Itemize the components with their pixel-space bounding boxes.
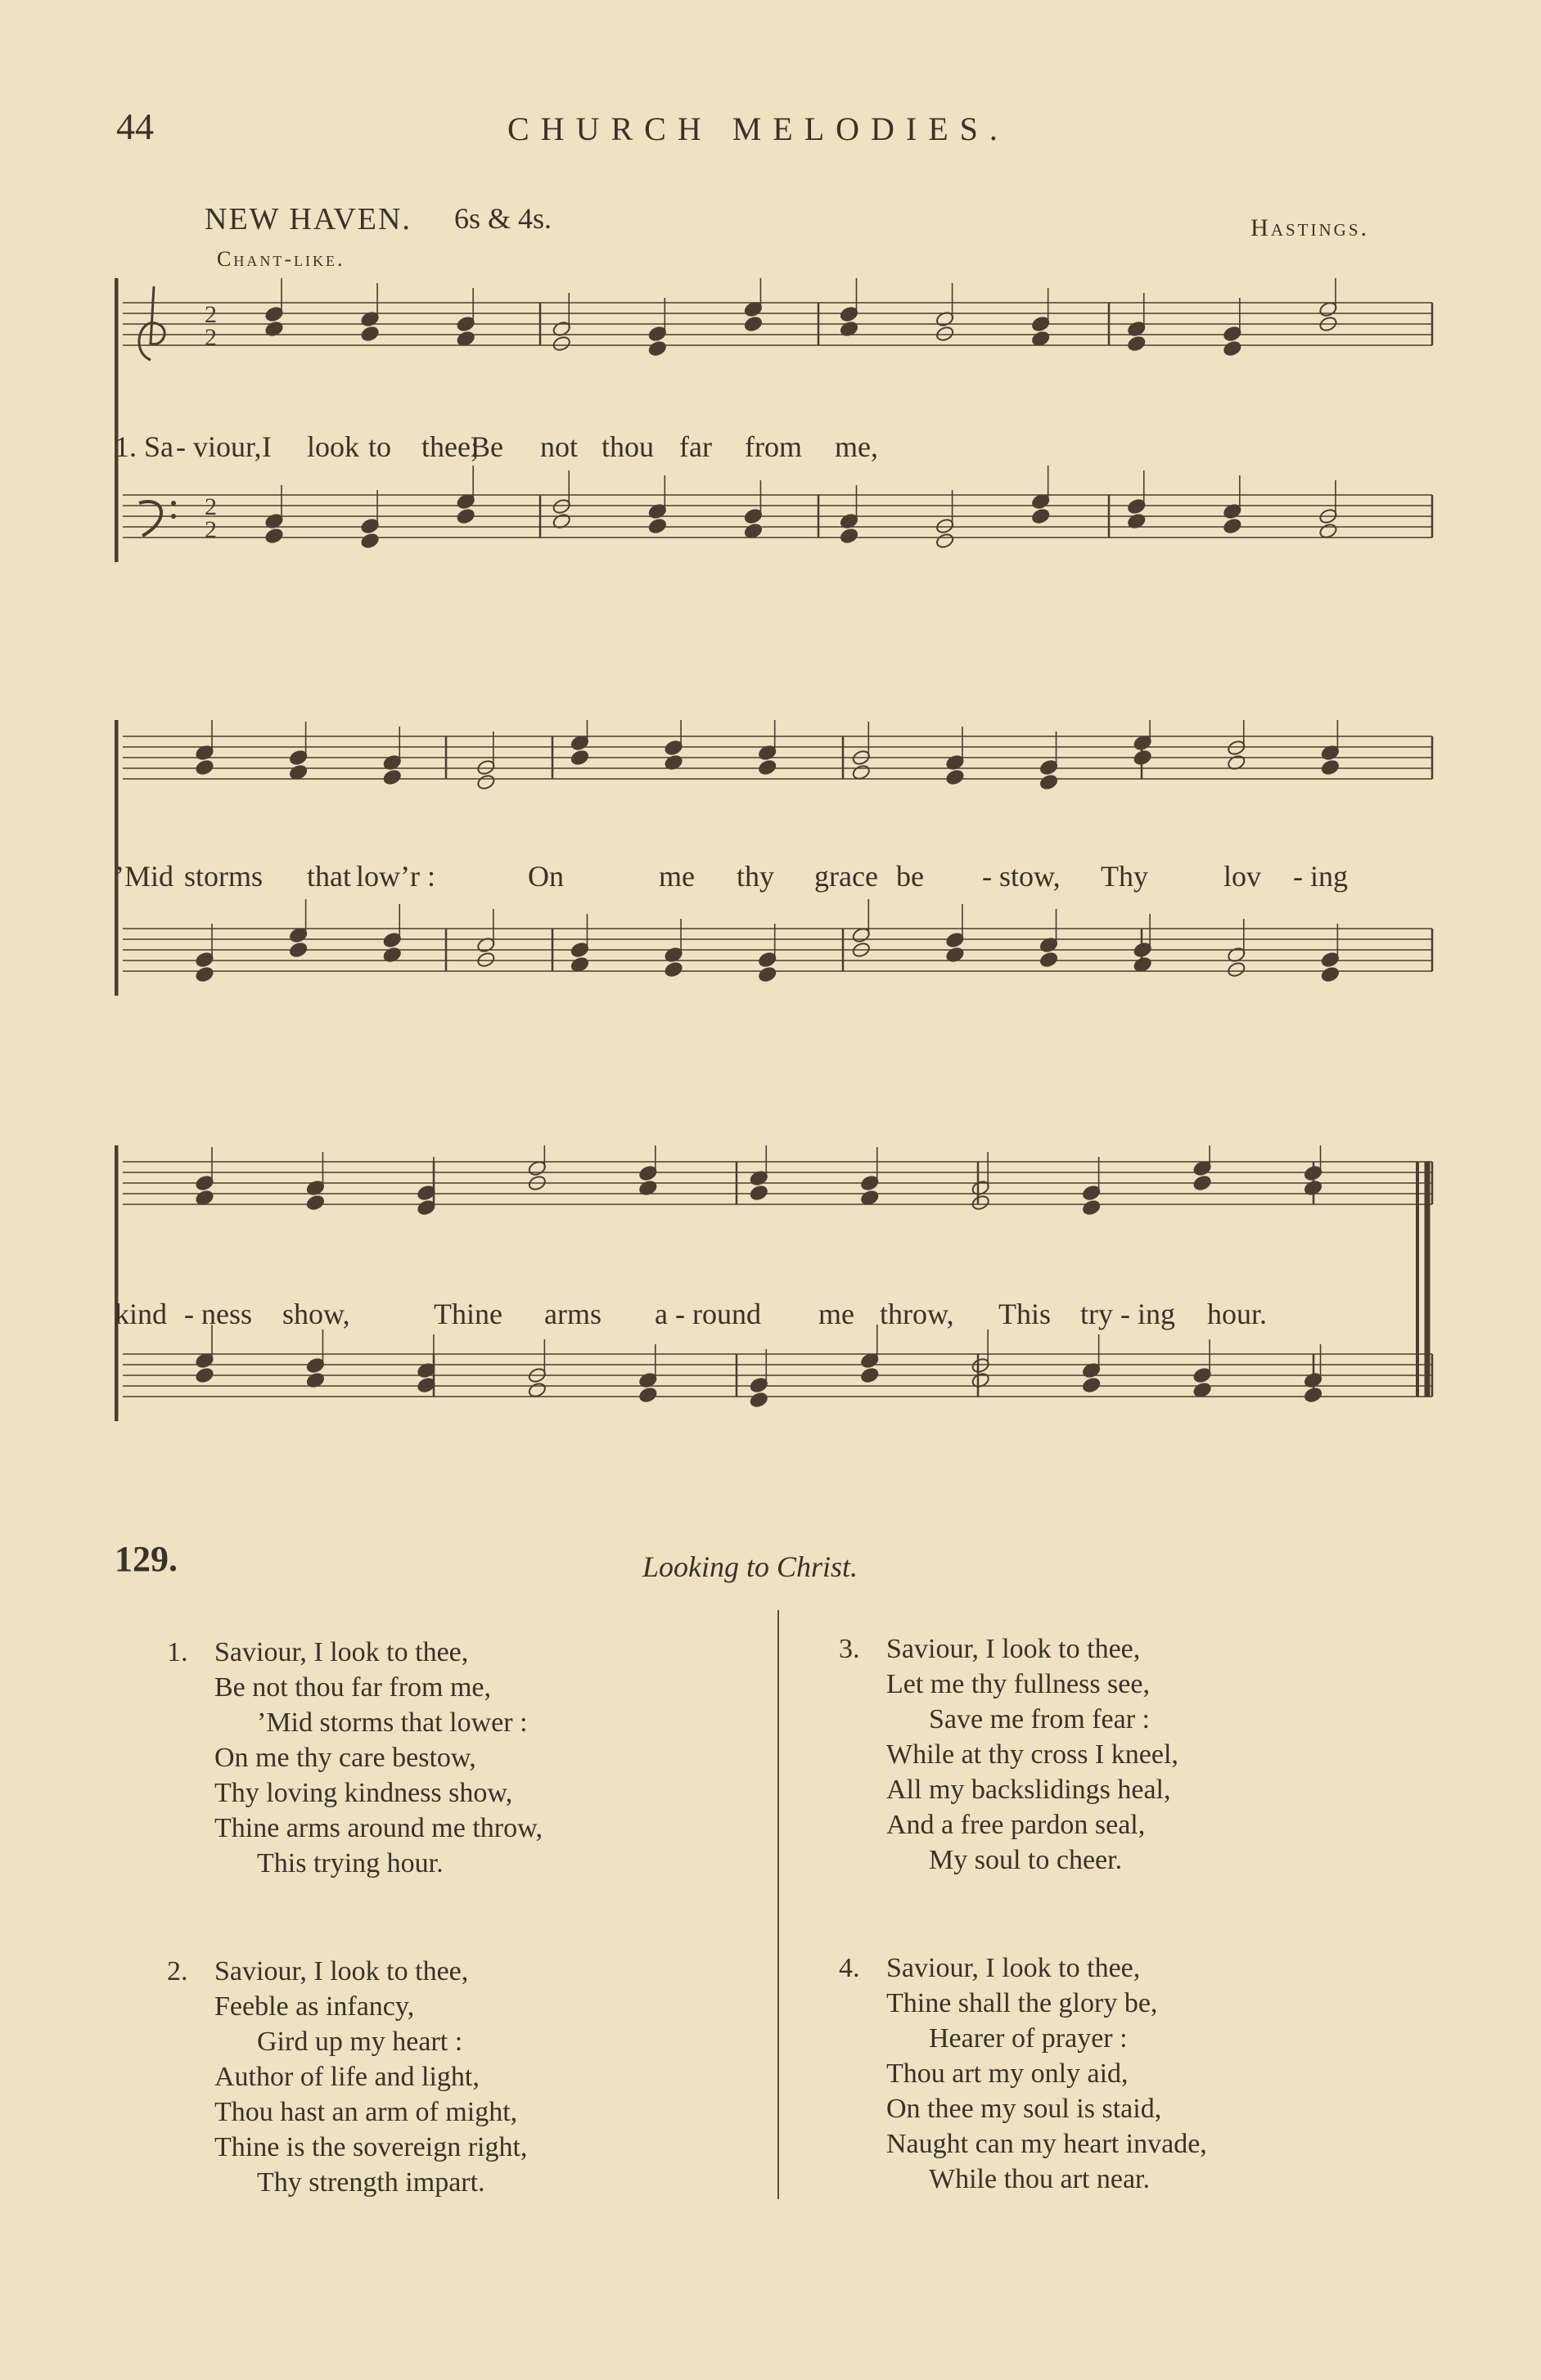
treble-staff bbox=[123, 720, 1432, 791]
note-head bbox=[1039, 951, 1059, 968]
lyric-syllable: thou bbox=[602, 430, 655, 463]
time-signature-bottom: 2 bbox=[205, 324, 217, 351]
verse-line: Thy strength impart. bbox=[257, 2167, 485, 2198]
lyric-syllable: be bbox=[896, 860, 924, 893]
lyric-syllable: show, bbox=[282, 1298, 350, 1330]
note-head bbox=[456, 507, 475, 524]
lyric-syllable: This bbox=[998, 1298, 1052, 1330]
note-head bbox=[570, 749, 589, 766]
note-head bbox=[935, 325, 955, 342]
lyric-syllable: hour. bbox=[1207, 1298, 1268, 1330]
note-head bbox=[860, 1366, 880, 1383]
verse-line: Thine shall the glory be, bbox=[886, 1988, 1158, 2018]
note-head bbox=[647, 517, 667, 534]
lyric-syllable: grace bbox=[814, 860, 878, 893]
verse-line: Be not thou far from me, bbox=[214, 1672, 492, 1703]
hymn-number: 129. bbox=[115, 1539, 178, 1579]
note-head bbox=[945, 768, 965, 785]
lyric-syllable: - viour, bbox=[176, 430, 262, 463]
verse-line: Thine is the sovereign right, bbox=[214, 2132, 528, 2162]
verse-number: 2. bbox=[167, 1956, 188, 1986]
note-head bbox=[1227, 961, 1246, 978]
verse-line: Feeble as infancy, bbox=[214, 1991, 415, 2022]
running-title: CHURCH MELODIES. bbox=[507, 110, 1009, 147]
verse-line: While thou art near. bbox=[929, 2164, 1151, 2194]
verse-line: On thee my soul is staid, bbox=[886, 2094, 1162, 2124]
lyric-syllable: look bbox=[307, 430, 360, 463]
verse-line: Saviour, I look to thee, bbox=[214, 1637, 469, 1667]
lyric-syllable: from bbox=[745, 430, 802, 463]
lyric-syllable: thee; bbox=[421, 430, 479, 463]
verse-line: Gird up my heart : bbox=[257, 2027, 463, 2057]
note-head bbox=[360, 325, 380, 342]
note-head bbox=[382, 768, 402, 785]
lyric-syllable: Be bbox=[471, 430, 503, 463]
verse-line: While at thy cross I kneel, bbox=[886, 1739, 1178, 1770]
note-head bbox=[552, 335, 571, 352]
lyric-syllable: thy bbox=[737, 860, 775, 893]
lyric-syllable: lov bbox=[1223, 860, 1262, 893]
note-head bbox=[1031, 507, 1051, 524]
lyric-syllable: that bbox=[307, 860, 351, 893]
bass-clef-icon bbox=[139, 502, 161, 536]
verse-line: Saviour, I look to thee, bbox=[886, 1634, 1141, 1664]
note-head bbox=[664, 961, 683, 978]
tune-name: NEW HAVEN. bbox=[205, 202, 412, 236]
note-head bbox=[1223, 517, 1242, 534]
verse-line: Thine arms around me throw, bbox=[214, 1813, 543, 1843]
note-head bbox=[1082, 1376, 1102, 1393]
lyric-syllable: a - round bbox=[655, 1298, 761, 1330]
verse-line: Saviour, I look to thee, bbox=[886, 1953, 1141, 1983]
note-head bbox=[935, 532, 955, 549]
note-head bbox=[743, 315, 763, 332]
page-number: 44 bbox=[116, 106, 154, 147]
note-head bbox=[1082, 1199, 1102, 1216]
verse-line: Hearer of prayer : bbox=[929, 2023, 1128, 2054]
verse-line: My soul to cheer. bbox=[929, 1845, 1123, 1875]
lyric-syllable: 1. Sa bbox=[115, 430, 173, 463]
lyric-syllable: storms bbox=[184, 860, 264, 893]
verse-line: Author of life and light, bbox=[214, 2062, 480, 2092]
verse-line: Save me from fear : bbox=[929, 1704, 1150, 1734]
verse-line: On me thy care bestow, bbox=[214, 1743, 476, 1773]
time-signature-bottom: 2 bbox=[205, 516, 217, 543]
note-head bbox=[758, 758, 777, 776]
note-head bbox=[647, 340, 667, 357]
verse-line: All my backslidings heal, bbox=[886, 1775, 1171, 1805]
note-head bbox=[1127, 335, 1147, 352]
composer-name: Hastings. bbox=[1250, 214, 1369, 241]
lyric-syllable: arms bbox=[544, 1298, 602, 1330]
note-head bbox=[1320, 758, 1340, 776]
verse-line: Thou art my only aid, bbox=[886, 2058, 1129, 2089]
note-head bbox=[195, 1366, 214, 1383]
time-signature-top: 2 bbox=[205, 301, 217, 328]
note-head bbox=[758, 965, 777, 983]
verse-line: Saviour, I look to thee, bbox=[214, 1956, 469, 1986]
verse-1 bbox=[167, 1635, 543, 1881]
note-head bbox=[195, 758, 214, 776]
verse-number: 3. bbox=[839, 1634, 860, 1664]
lyric-syllable: Thy bbox=[1101, 860, 1148, 893]
note-head bbox=[638, 1386, 658, 1403]
treble-staff bbox=[123, 1145, 1432, 1217]
tempo-marking: Chant-like. bbox=[217, 247, 345, 271]
tune-meter: 6s & 4s. bbox=[454, 202, 552, 235]
verse-3 bbox=[839, 1631, 1178, 1878]
lyric-syllable: far bbox=[679, 430, 712, 463]
music-system-3 bbox=[115, 1145, 1440, 1489]
verse-2 bbox=[167, 1954, 528, 2200]
lyric-syllable: kind bbox=[115, 1298, 168, 1330]
note-head bbox=[289, 941, 309, 958]
music-system-2 bbox=[115, 720, 1440, 1064]
lyric-syllable: - stow, bbox=[982, 860, 1061, 893]
lyric-syllable: to bbox=[368, 430, 392, 463]
lyric-syllable: throw, bbox=[880, 1298, 954, 1330]
hymn-title: Looking to Christ. bbox=[642, 1550, 858, 1583]
lyric-syllable: try - ing bbox=[1080, 1298, 1175, 1330]
verse-line: ’Mid storms that lower : bbox=[257, 1707, 528, 1738]
lyric-syllable: - ing bbox=[1293, 860, 1348, 893]
music-system-1 bbox=[115, 278, 1440, 622]
verse-number: 4. bbox=[839, 1953, 860, 1983]
note-head bbox=[195, 965, 214, 983]
lyric-syllable: me bbox=[818, 1298, 854, 1330]
bass-staff bbox=[123, 1325, 1432, 1409]
note-head bbox=[1223, 340, 1242, 357]
note-head bbox=[749, 1391, 768, 1408]
treble-staff bbox=[123, 278, 1432, 360]
verse-line: This trying hour. bbox=[257, 1848, 444, 1878]
note-head bbox=[476, 773, 496, 790]
lyric-syllable: - ness bbox=[184, 1298, 252, 1330]
verse-line: Thy loving kindness show, bbox=[214, 1778, 513, 1808]
lyric-syllable: low’r : bbox=[356, 860, 435, 893]
lyric-syllable: I bbox=[262, 430, 272, 463]
note-head bbox=[1320, 965, 1340, 983]
note-head bbox=[1133, 749, 1152, 766]
time-signature-top: 2 bbox=[205, 493, 217, 520]
verse-line: Let me thy fullness see, bbox=[886, 1669, 1150, 1699]
verse-4 bbox=[839, 1950, 1207, 2197]
note-head bbox=[1192, 1174, 1212, 1191]
note-head bbox=[476, 951, 496, 968]
lyric-syllable: me bbox=[659, 860, 695, 893]
treble-clef-icon bbox=[139, 286, 164, 360]
bass-staff bbox=[123, 466, 1432, 550]
note-head bbox=[1039, 773, 1059, 790]
note-head bbox=[264, 527, 284, 544]
column-divider bbox=[777, 1610, 779, 2199]
lyric-syllable: me, bbox=[835, 430, 878, 463]
bass-staff bbox=[123, 899, 1432, 983]
verse-line: And a free pardon seal, bbox=[886, 1810, 1146, 1840]
lyric-syllable: Thine bbox=[434, 1298, 502, 1330]
note-head bbox=[305, 1194, 325, 1211]
lyric-syllable: not bbox=[540, 430, 579, 463]
verse-line: Thou hast an arm of might, bbox=[214, 2097, 518, 2127]
note-head bbox=[971, 1194, 990, 1211]
note-head bbox=[839, 527, 858, 544]
lyric-syllable: On bbox=[528, 860, 564, 893]
note-head bbox=[360, 532, 380, 549]
verse-number: 1. bbox=[167, 1637, 188, 1667]
lyric-syllable: ’Mid bbox=[115, 860, 173, 893]
verse-line: Naught can my heart invade, bbox=[886, 2129, 1207, 2159]
note-head bbox=[1304, 1386, 1323, 1403]
note-head bbox=[749, 1184, 768, 1201]
